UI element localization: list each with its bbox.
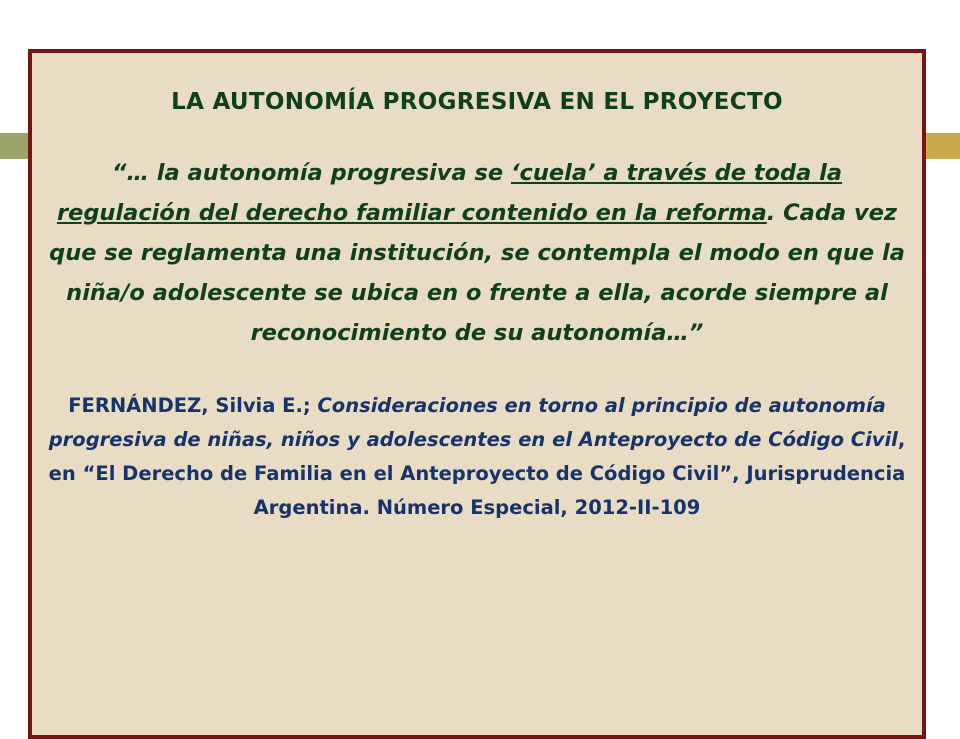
slide-content-box (28, 49, 926, 739)
accent-bar-right (920, 133, 960, 159)
quote-paragraph (46, 153, 908, 353)
slide-title: LA AUTONOMÍA PROGRESIVA EN EL PROYECTO (171, 89, 783, 115)
citation-source: , en “El Derecho de Familia en el Anteproyecto de Código Civil”, Jurisprudencia Argentina. Número Especial, 2012-II-109 (48, 428, 906, 519)
citation-author: FERNÁNDEZ, Silvia E.; (68, 394, 318, 417)
citation-paragraph (46, 389, 908, 525)
quote-text-end: . Cada vez que se reglamenta una institución, se contempla el modo en que la niña/o adolescente se ubica en o frente a ella, acorde siempre al reconocimiento de su autonomía…” (49, 200, 905, 346)
quote-underlined-text: ‘cuela’ a través de toda la regulación del derecho familiar contenido en la reforma (56, 160, 843, 226)
slide-content (32, 89, 922, 525)
quote-text-start: “… la autonomía progresiva se (111, 160, 511, 186)
citation-work-title: Consideraciones en torno al principio de autonomía progresiva de niñas, niños y adolescentes en el Anteproyecto de Código Civil (48, 394, 898, 451)
